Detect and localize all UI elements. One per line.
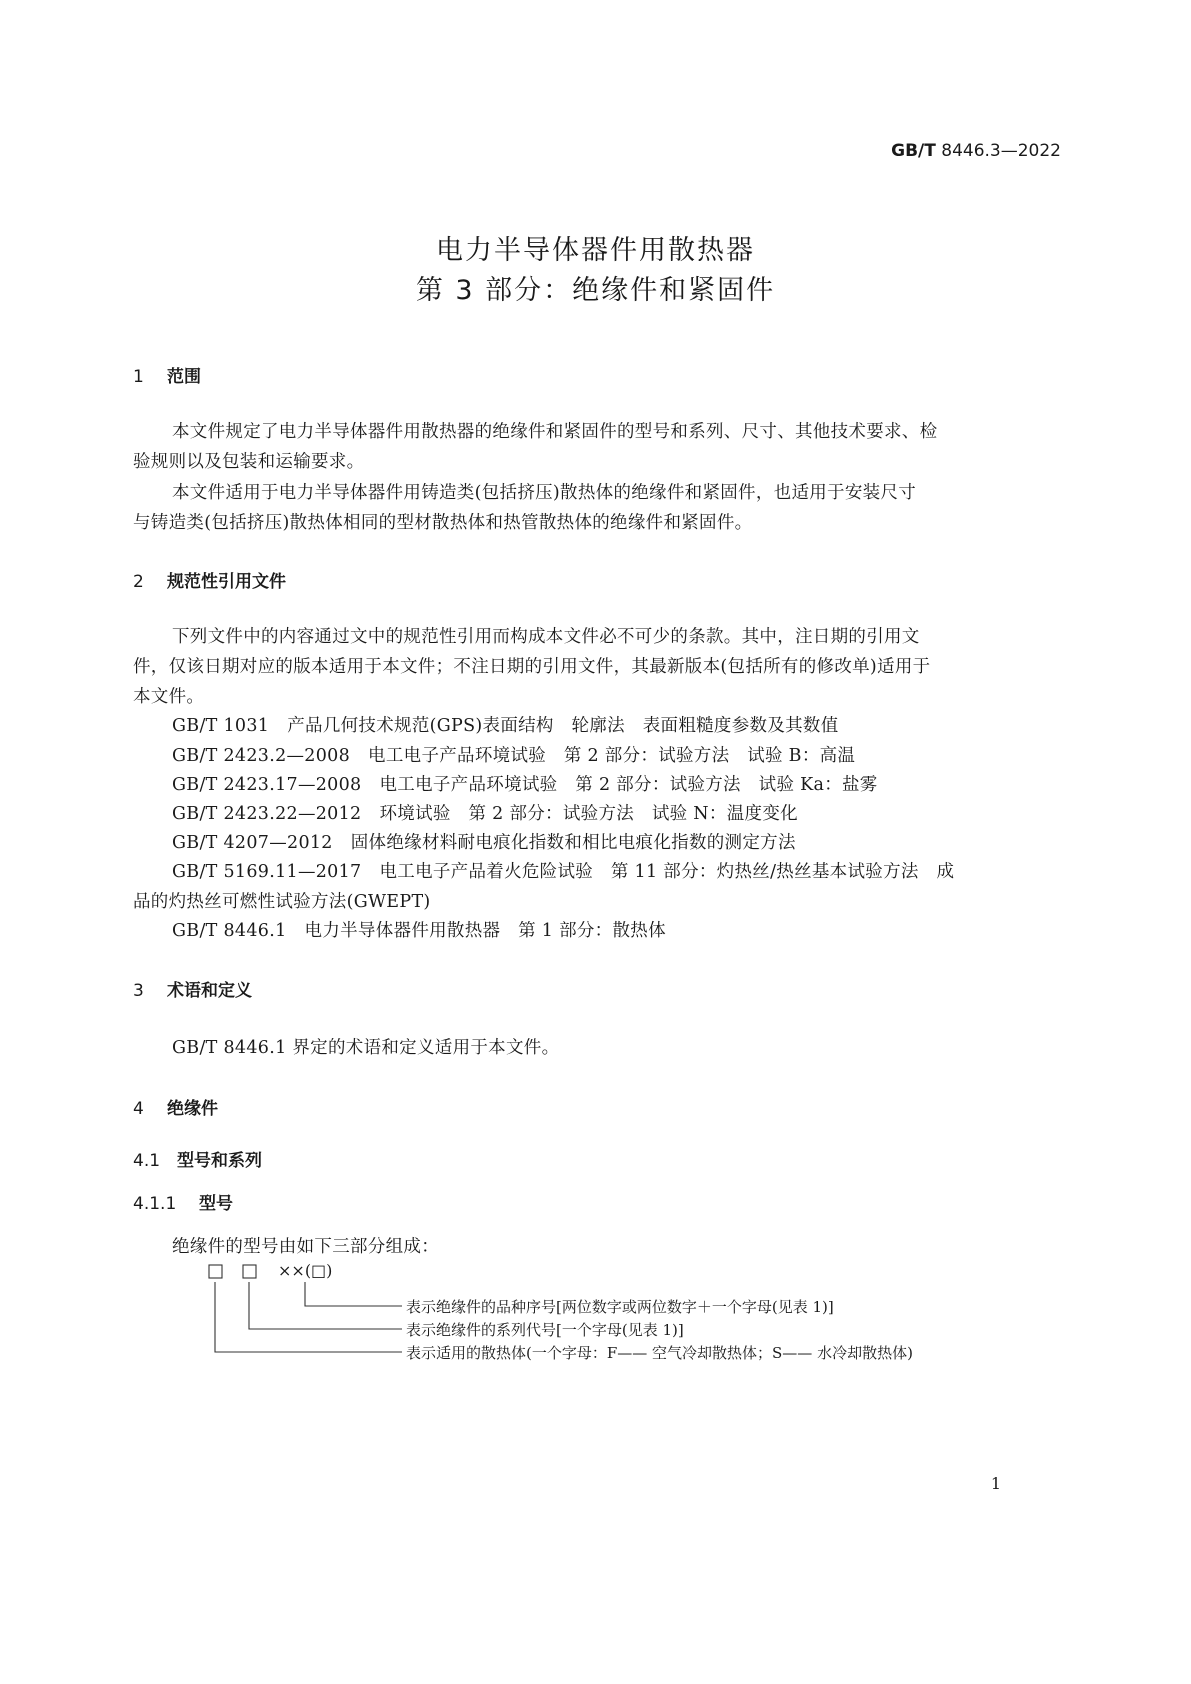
s2-intro-line1: 下列文件中的内容通过文中的规范性引用而构成本文件必不可少的条款。其中，注日期的引用文 xyxy=(172,627,920,647)
section-title: 范围 xyxy=(167,367,201,387)
section-title: 绝缘件 xyxy=(167,1099,218,1119)
reference-item xyxy=(172,771,878,796)
standard-code-prefix: GB/T xyxy=(891,141,936,161)
reference-code: GB/T 5169.11—2017 xyxy=(172,862,362,882)
reference-code: GB/T 8446.1 xyxy=(172,921,287,941)
s1-paragraph1-line1: 本文件规定了电力半导体器件用散热器的绝缘件和紧固件的型号和系列、尺寸、其他技术要求、检 xyxy=(172,422,938,442)
document-title-line1: 电力半导体器件用散热器 xyxy=(436,235,755,266)
section-4-heading xyxy=(133,1094,218,1119)
reference-item xyxy=(172,742,855,767)
standard-code xyxy=(891,141,1061,161)
section-title: 规范性引用文件 xyxy=(167,572,286,592)
section-number: 3 xyxy=(133,981,144,1001)
series-code-box xyxy=(243,1265,256,1278)
s3-text: GB/T 8446.1 界定的术语和定义适用于本文件。 xyxy=(172,1038,560,1058)
variety-code-tail: ××(□) xyxy=(278,1261,333,1280)
section-1-heading xyxy=(133,362,201,387)
variety-leader-line xyxy=(305,1282,402,1306)
s4-intro: 绝缘件的型号由如下三部分组成： xyxy=(172,1237,439,1257)
section-4-1-1-heading xyxy=(133,1189,233,1214)
reference-item xyxy=(172,800,798,825)
section-title: 术语和定义 xyxy=(167,981,252,1001)
reference-code: GB/T 4207—2012 xyxy=(172,833,333,853)
model-code-diagram xyxy=(180,1262,1060,1362)
heatsink-label: 表示适用的散热体(一个字母：F—— 空气冷却散热体；S—— 水冷却散热体) xyxy=(406,1344,913,1362)
standard-code-number: 8446.3—2022 xyxy=(941,141,1061,161)
reference-title: 电力半导体器件用散热器 第 1 部分：散热体 xyxy=(304,921,666,941)
reference-code: GB/T 2423.17—2008 xyxy=(172,775,362,795)
section-number: 4.1 xyxy=(133,1151,161,1171)
reference-item xyxy=(172,712,839,737)
reference-item xyxy=(172,829,796,854)
reference-title: 固体绝缘材料耐电痕化指数和相比电痕化指数的测定方法 xyxy=(350,833,796,853)
page-number: 1 xyxy=(990,1474,1001,1493)
reference-title: 电工电子产品着火危险试验 第 11 部分：灼热丝/热丝基本试验方法 成 xyxy=(379,862,955,882)
reference-code: GB/T 2423.2—2008 xyxy=(172,746,351,766)
reference-item xyxy=(172,917,666,942)
reference-item xyxy=(172,858,954,883)
section-4-1-heading xyxy=(133,1146,262,1171)
s1-paragraph2-line1: 本文件适用于电力半导体器件用铸造类(包括挤压)散热体的绝缘件和紧固件，也适用于安装尺寸 xyxy=(172,483,917,503)
heatsink-leader-line xyxy=(215,1282,402,1352)
section-number: 2 xyxy=(133,572,144,592)
reference-title: 电工电子产品环境试验 第 2 部分：试验方法 试验 B：高温 xyxy=(368,746,856,766)
s2-intro-line2: 件，仅该日期对应的版本适用于本文件；不注日期的引用文件，其最新版本(包括所有的修改单)适用于 xyxy=(133,657,931,677)
heatsink-code-box xyxy=(209,1265,222,1278)
s2-intro-line3: 本文件。 xyxy=(133,687,205,707)
s1-paragraph2-line2: 与铸造类(包括挤压)散热体相同的型材散热体和热管散热体的绝缘件和紧固件。 xyxy=(133,513,753,533)
reference-title: 环境试验 第 2 部分：试验方法 试验 N：温度变化 xyxy=(379,804,798,824)
series-label: 表示绝缘件的系列代号[一个字母(见表 1)] xyxy=(406,1321,684,1339)
section-3-heading xyxy=(133,976,252,1001)
reference-code: GB/T 2423.22—2012 xyxy=(172,804,362,824)
section-title: 型号 xyxy=(199,1194,233,1214)
section-number: 4 xyxy=(133,1099,144,1119)
document-title-line2: 第 3 部分：绝缘件和紧固件 xyxy=(415,275,776,306)
section-title: 型号和系列 xyxy=(177,1151,262,1171)
section-number: 1 xyxy=(133,367,144,387)
section-number: 4.1.1 xyxy=(133,1194,177,1214)
reference-title: 产品几何技术规范(GPS)表面结构 轮廓法 表面粗糙度参数及其数值 xyxy=(287,716,839,736)
variety-label: 表示绝缘件的品种序号[两位数字或两位数字＋一个字母(见表 1)] xyxy=(406,1298,834,1316)
reference-code: GB/T 1031 xyxy=(172,716,270,736)
s1-paragraph1-line2: 验规则以及包装和运输要求。 xyxy=(133,452,365,472)
section-2-heading xyxy=(133,567,286,592)
reference-item-continuation: 品的灼热丝可燃性试验方法(GWEPT) xyxy=(133,892,431,912)
reference-title: 电工电子产品环境试验 第 2 部分：试验方法 试验 Ka：盐雾 xyxy=(379,775,878,795)
